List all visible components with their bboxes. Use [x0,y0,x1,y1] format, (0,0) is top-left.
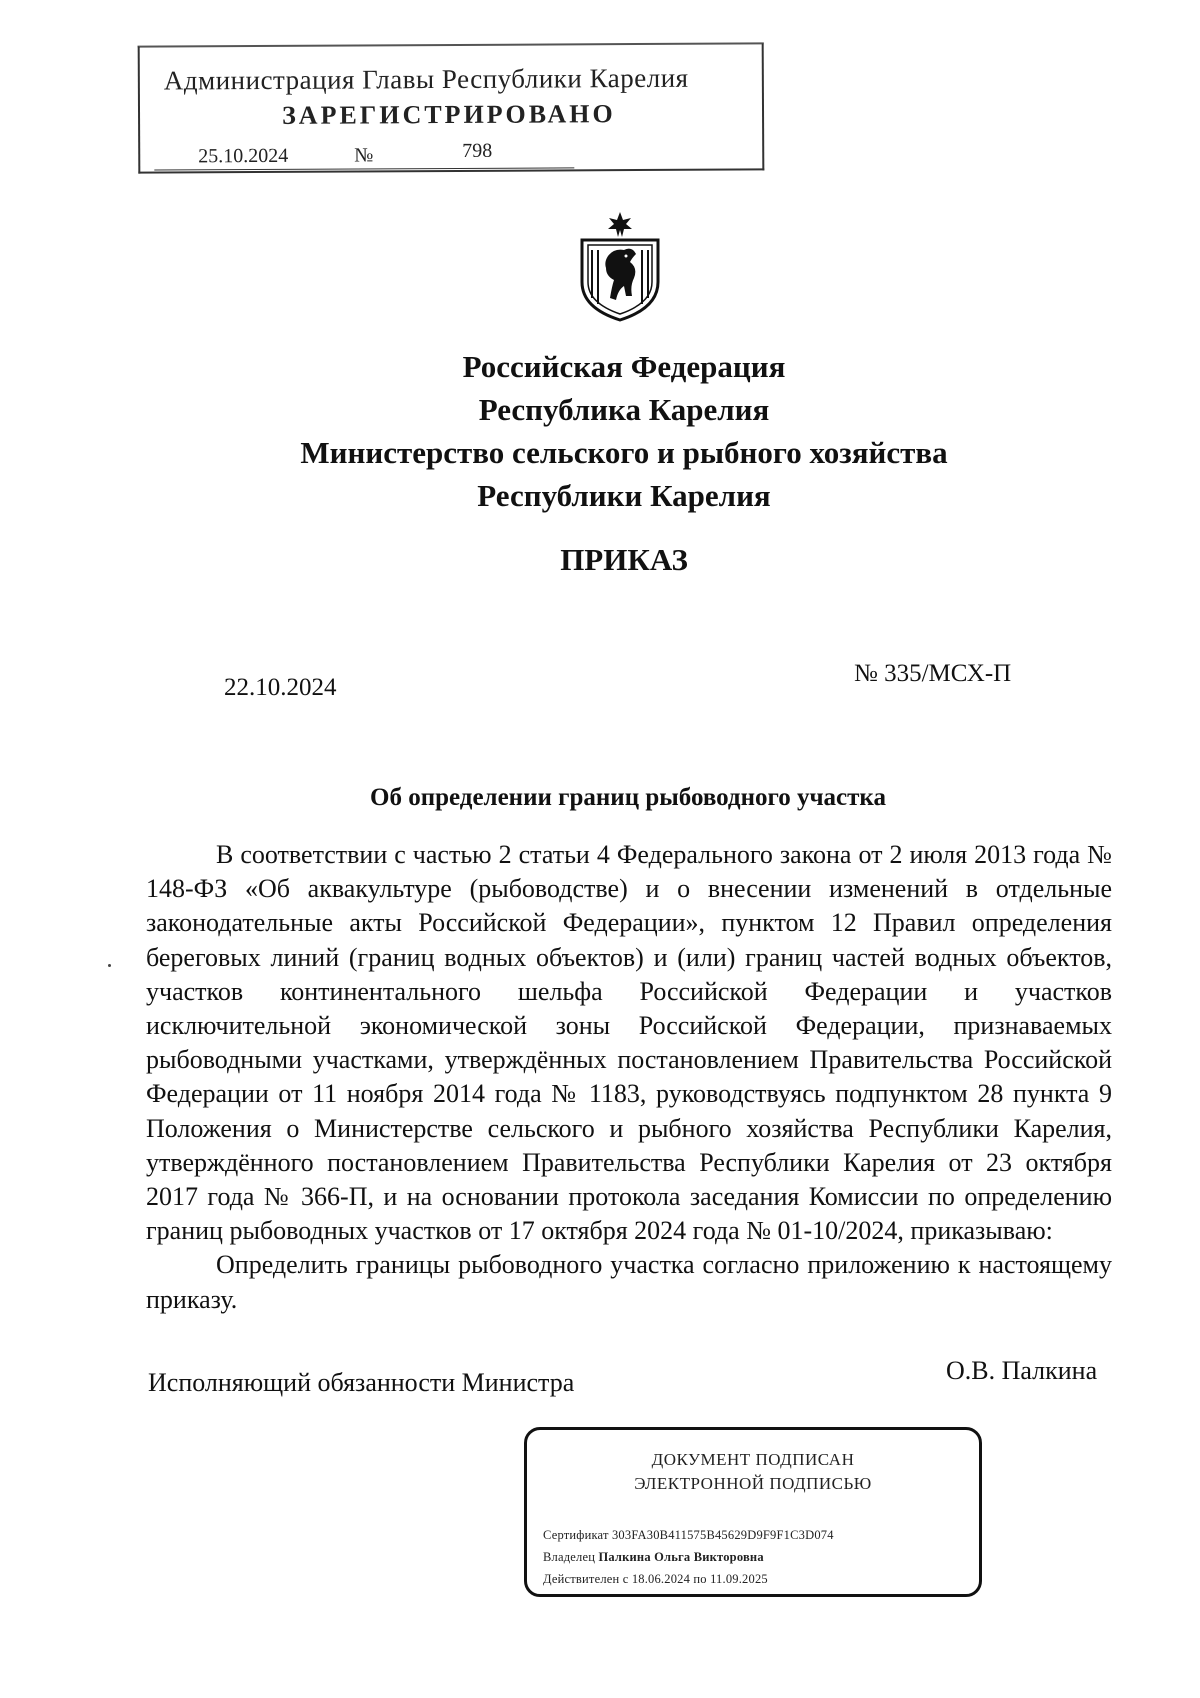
scan-dot [108,964,111,967]
order-number: № 335/МСХ-П [854,660,1012,687]
esign-certificate [543,1528,834,1543]
esign-valid-to-label: по [693,1572,707,1586]
esign-certificate-label: Сертификат [543,1528,609,1542]
coat-of-arms-icon [574,210,666,322]
body-paragraph-2: Определить границы рыбоводного участка согласно приложению к настоящему приказу. [146,1250,1112,1314]
esign-title-line1: ДОКУМЕНТ ПОДПИСАН [651,1450,855,1469]
body-paragraph-1: В соответствии с частью 2 статьи 4 Федерального закона от 2 июля 2013 года № 148-ФЗ «Об аквакультуре (рыбоводстве) и о внесении изменений в отдельные законодательные акты Российской Федерации», пунктом 12 Правил определения береговых линий (границ водных объектов) и (или) границ частей водных объектов, участков континентального шельфа Российской Федерации и участков исключительной экономической зоны Российской Федерации, признаваемых рыбоводными участками, утверждённых постановлением Правительства Российской Федерации от 11 ноября 2014 года № 1183, руководствуясь подпунктом 28 пункта 9 Положения о Министерстве сельского и рыбного хозяйства Республики Карелия, утверждённого постановлением Правительства Республики Карелия от 23 октября 2017 года № 366-П, и на основании протокола заседания Комиссии по определению границ рыбоводных участков от 17 октября 2024 года № 01-10/2024, приказываю: [146,840,1112,1246]
signer-name: О.В. Палкина [946,1356,1098,1385]
electronic-signature-stamp [524,1427,982,1597]
document-body [146,838,1112,1317]
esign-valid-label: Действителен с [543,1572,629,1586]
registration-stamp-status: ЗАРЕГИСТРИРОВАНО [281,99,616,130]
esign-owner-value: Палкина Ольга Викторовна [598,1550,764,1564]
registration-number: 798 [462,139,493,162]
header-ministry-region: Республики Карелия [477,478,771,513]
order-date: 22.10.2024 [224,674,337,701]
header-country: Российская Федерация [462,349,786,384]
esign-title-line2: ЭЛЕКТРОННОЙ ПОДПИСЬЮ [634,1474,872,1493]
signer-title: Исполняющий обязанности Министра [148,1368,575,1397]
esign-validity [543,1572,768,1587]
esign-certificate-value: 303FA30B411575B45629D9F9F1C3D074 [611,1528,834,1542]
registration-number-sign: № [354,144,374,167]
document-title: Об определении границ рыбоводного участка [370,784,886,811]
document-type: ПРИКАЗ [560,542,688,577]
esign-valid-to: 11.09.2025 [710,1572,768,1586]
esign-valid-from: 18.06.2024 [631,1572,691,1586]
header-republic: Республика Карелия [478,392,770,427]
registration-stamp-organization: Администрация Главы Республики Карелия [163,62,689,96]
registration-stamp [138,42,765,173]
registration-date: 25.10.2024 [198,144,289,168]
esign-title [527,1448,979,1496]
header-ministry: Министерство сельского и рыбного хозяйства [300,435,948,470]
esign-owner-label: Владелец [543,1550,596,1564]
esign-owner [543,1550,764,1565]
document-header [0,345,1200,517]
